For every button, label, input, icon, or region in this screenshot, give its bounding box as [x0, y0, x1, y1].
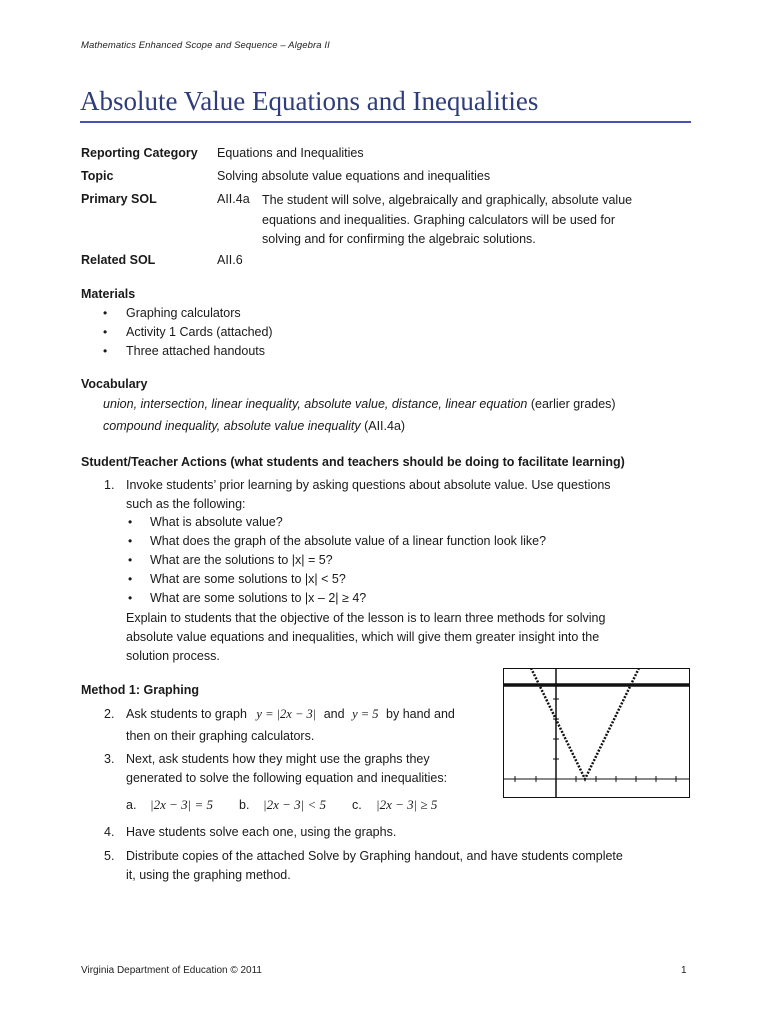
equation-abs: y = |2x − 3| — [256, 707, 317, 721]
bullet-icon: • — [128, 553, 133, 567]
page-number: 1 — [681, 965, 687, 976]
vocabulary-line2 — [103, 419, 405, 433]
part-label: b. — [239, 798, 250, 812]
bullet-icon: • — [128, 534, 133, 548]
question-item: What are the solutions to |x| = 5? — [150, 553, 333, 567]
bullet-icon: • — [128, 591, 133, 605]
actions-heading: Student/Teacher Actions (what students and teachers should be doing to facilitate learning) — [81, 455, 625, 469]
topic-value: Solving absolute value equations and inequalities — [217, 169, 491, 183]
item1-line1: Invoke students’ prior learning by asking questions about absolute value. Use questions — [126, 478, 611, 492]
page-title: Absolute Value Equations and Inequalities — [80, 86, 539, 116]
method1-heading: Method 1: Graphing — [81, 683, 200, 697]
vocabulary-note: (earlier grades) — [530, 397, 616, 411]
vocabulary-note: (AII.4a) — [364, 419, 406, 433]
part-expression: |2x − 3| ≥ 5 — [376, 797, 438, 812]
materials-item: Graphing calculators — [126, 306, 241, 320]
vocabulary-heading: Vocabulary — [81, 377, 148, 391]
item2-line2: then on their graphing calculators. — [126, 729, 315, 743]
bullet-icon: • — [103, 325, 108, 339]
item2-text-a: Ask students to graph — [126, 707, 247, 721]
item-number: 1. — [104, 478, 115, 492]
materials-item: Activity 1 Cards (attached) — [126, 325, 273, 339]
topic-label: Topic — [81, 169, 114, 183]
reporting-category-value: Equations and Inequalities — [217, 146, 364, 160]
item-number: 5. — [104, 849, 115, 863]
item3-line1: Next, ask students how they might use the graphs they — [126, 752, 430, 766]
materials-item: Three attached handouts — [126, 344, 265, 358]
item5-line1: Distribute copies of the attached Solve by Graphing handout, and have students complete — [126, 849, 623, 863]
explain-line3: solution process. — [126, 649, 220, 663]
part-label: c. — [352, 798, 362, 812]
bullet-icon: • — [128, 572, 133, 586]
primary-sol-line3: solving and for confirming the algebraic solutions. — [262, 232, 536, 246]
item-number: 3. — [104, 752, 115, 766]
explain-line2: absolute value equations and inequalities, which will give them greater insight into the — [126, 630, 600, 644]
part-label: a. — [126, 798, 137, 812]
title-rule — [80, 121, 691, 123]
primary-sol-line2: equations and inequalities. Graphing calculators will be used for — [262, 213, 615, 227]
item2-text-b: by hand and — [386, 707, 455, 721]
graphing-calculator-screen — [503, 668, 690, 798]
primary-sol-label: Primary SOL — [81, 192, 157, 206]
primary-sol-code: AII.4a — [217, 192, 250, 206]
materials-heading: Materials — [81, 287, 136, 301]
explain-line1: Explain to students that the objective of the lesson is to learn three methods for solving — [126, 611, 606, 625]
vocabulary-terms: compound inequality, absolute value inequality — [103, 419, 361, 433]
bullet-icon: • — [103, 344, 108, 358]
item2-line1 — [126, 705, 455, 724]
question-item: What are some solutions to |x| < 5? — [150, 572, 346, 586]
reporting-category-label: Reporting Category — [81, 146, 198, 160]
item4-text: Have students solve each one, using the graphs. — [126, 825, 397, 839]
part-expression: |2x − 3| = 5 — [150, 797, 213, 812]
running-header: Mathematics Enhanced Scope and Sequence – Algebra II — [81, 40, 330, 51]
bullet-icon: • — [128, 515, 133, 529]
footer-copyright: Virginia Department of Education © 2011 — [81, 965, 262, 976]
question-item: What is absolute value? — [150, 515, 283, 529]
question-item: What are some solutions to |x – 2| ≥ 4? — [150, 591, 367, 605]
item1-line2: such as the following: — [126, 497, 246, 511]
item3-line2: generated to solve the following equation and inequalities: — [126, 771, 448, 785]
item-number: 2. — [104, 707, 115, 721]
item5-line2: it, using the graphing method. — [126, 868, 291, 882]
related-sol-value: AII.6 — [217, 253, 243, 267]
related-sol-label: Related SOL — [81, 253, 156, 267]
part-expression: |2x − 3| < 5 — [263, 797, 326, 812]
vocabulary-line1 — [103, 397, 616, 411]
vocabulary-terms: union, intersection, linear inequality, absolute value, distance, linear equation — [103, 397, 528, 411]
bullet-icon: • — [103, 306, 108, 320]
item-number: 4. — [104, 825, 115, 839]
primary-sol-line1: The student will solve, algebraically and graphically, absolute value — [262, 193, 633, 207]
question-item: What does the graph of the absolute value of a linear function look like? — [150, 534, 547, 548]
equation-const: y = 5 — [352, 707, 379, 721]
item2-and: and — [323, 707, 345, 721]
